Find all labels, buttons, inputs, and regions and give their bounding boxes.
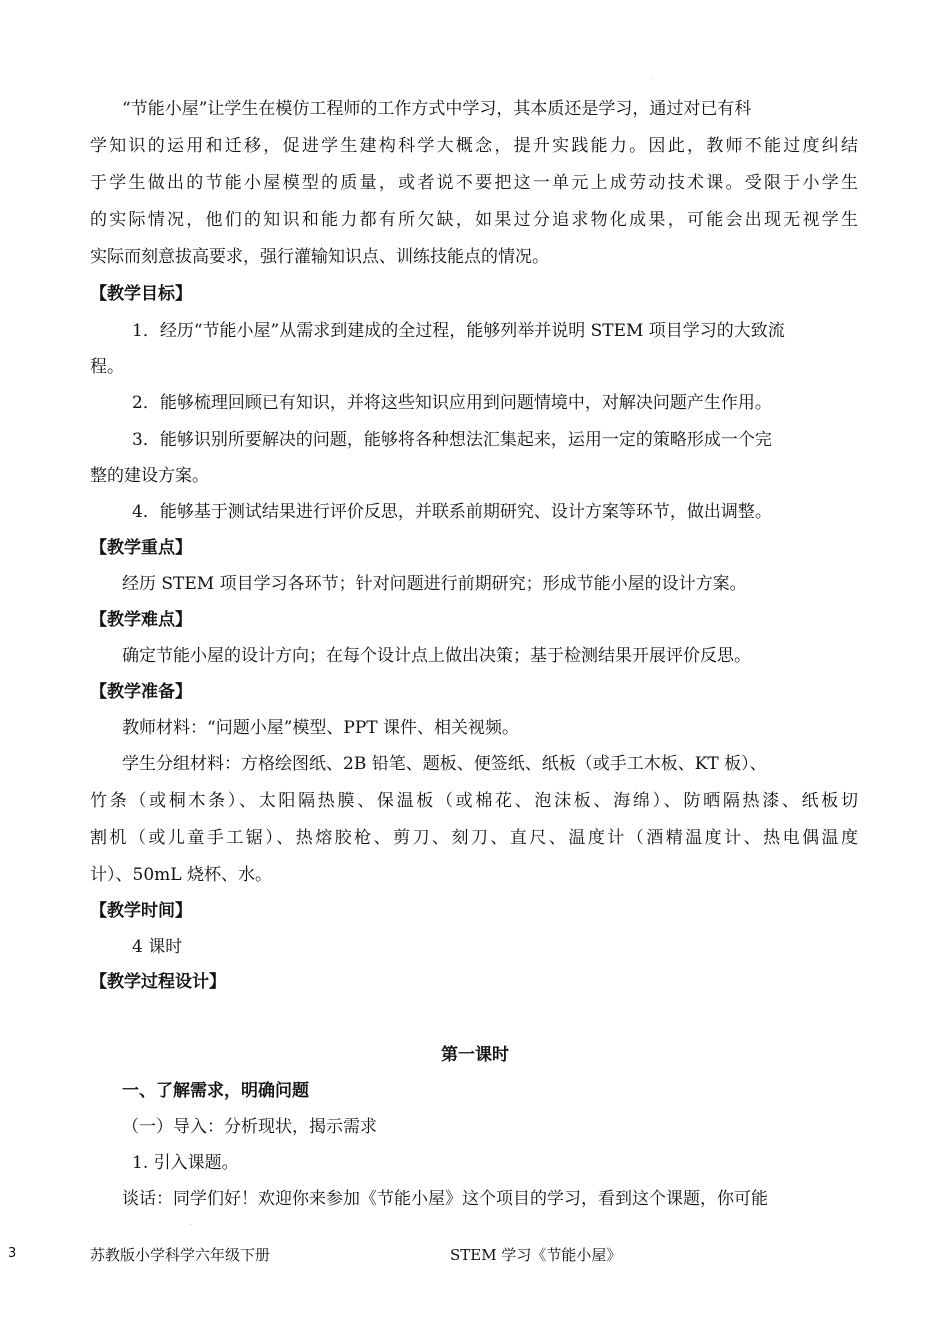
student-materials-line-1: 学生分组材料：方格绘图纸、2B 铅笔、题板、便签纸、纸板（或手工木板、KT 板）、 bbox=[122, 754, 767, 774]
footer-left: 苏教版小学科学六年级下册 bbox=[90, 1246, 271, 1264]
step-1: 1. 引入课题。 bbox=[132, 1153, 239, 1173]
student-materials-line-2: 竹条（或桐木条）、太阳隔热膜、保温板（或棉花、泡沫板、海绵）、防晒隔热漆、纸板切 bbox=[90, 791, 858, 811]
time-text: 4 课时 bbox=[132, 937, 183, 957]
process-heading: 【教学过程设计】 bbox=[90, 972, 226, 992]
student-materials-line-3: 割机（或儿童手工锯）、热熔胶枪、剪刀、刻刀、直尺、温度计（酒精温度计、热电偶温度 bbox=[90, 828, 858, 848]
intro-line-1: “节能小屋”让学生在模仿工程师的工作方式中学习，其本质还是学习，通过对已有科 bbox=[122, 99, 752, 119]
preparation-heading: 【教学准备】 bbox=[90, 682, 192, 702]
scan-dot-2: . bbox=[190, 1220, 192, 1227]
footer-center: STEM 学习《节能小屋》 bbox=[450, 1246, 622, 1264]
scan-dot: . bbox=[652, 74, 654, 81]
goal-4: 4．能够基于测试结果进行评价反思，并联系前期研究、设计方案等环节，做出调整。 bbox=[132, 502, 772, 522]
goal-1-line-1: 1．经历“节能小屋”从需求到建成的全过程，能够列举并说明 STEM 项目学习的大致流 bbox=[132, 321, 785, 341]
teacher-materials: 教师材料：“问题小屋”模型、PPT 课件、相关视频。 bbox=[122, 718, 520, 738]
talk-text: 谈话：同学们好！欢迎你来参加《节能小屋》这个项目的学习，看到这个课题，你可能 bbox=[122, 1189, 768, 1209]
student-materials-line-4: 计）、50mL 烧杯、水。 bbox=[90, 865, 272, 885]
intro-line-2: 学知识的运用和迁移，促进学生建构科学大概念，提升实践能力。因此，教师不能过度纠结 bbox=[90, 136, 858, 156]
difficult-points-heading: 【教学难点】 bbox=[90, 610, 192, 630]
intro-line-4: 的实际情况，他们的知识和能力都有所欠缺，如果过分追求物化成果，可能会出现无视学生 bbox=[90, 210, 858, 230]
time-heading: 【教学时间】 bbox=[90, 901, 192, 921]
key-points-heading: 【教学重点】 bbox=[90, 538, 192, 558]
page-number: 3 bbox=[8, 1246, 17, 1261]
subsection-1: （一）导入：分析现状，揭示需求 bbox=[122, 1117, 377, 1137]
part-1-heading: 一、了解需求，明确问题 bbox=[122, 1081, 309, 1101]
goals-heading: 【教学目标】 bbox=[90, 284, 192, 304]
key-points-text: 经历 STEM 项目学习各环节；针对问题进行前期研究；形成节能小屋的设计方案。 bbox=[122, 574, 747, 594]
goal-2: 2．能够梳理回顾已有知识，并将这些知识应用到问题情境中，对解决问题产生作用。 bbox=[132, 393, 772, 413]
intro-line-5: 实际而刻意拔高要求，强行灌输知识点、训练技能点的情况。 bbox=[90, 247, 549, 267]
goal-1-line-2: 程。 bbox=[90, 357, 124, 377]
difficult-points-text: 确定节能小屋的设计方向；在每个设计点上做出决策；基于检测结果开展评价反思。 bbox=[122, 646, 751, 666]
intro-line-3: 于学生做出的节能小屋模型的质量，或者说不要把这一单元上成劳动技术课。受限于小学生 bbox=[90, 173, 858, 193]
goal-3-line-1: 3．能够识别所要解决的问题，能够将各种想法汇集起来，运用一定的策略形成一个完 bbox=[132, 430, 772, 450]
goal-3-line-2: 整的建设方案。 bbox=[90, 466, 209, 486]
lesson-title: 第一课时 bbox=[441, 1045, 509, 1065]
